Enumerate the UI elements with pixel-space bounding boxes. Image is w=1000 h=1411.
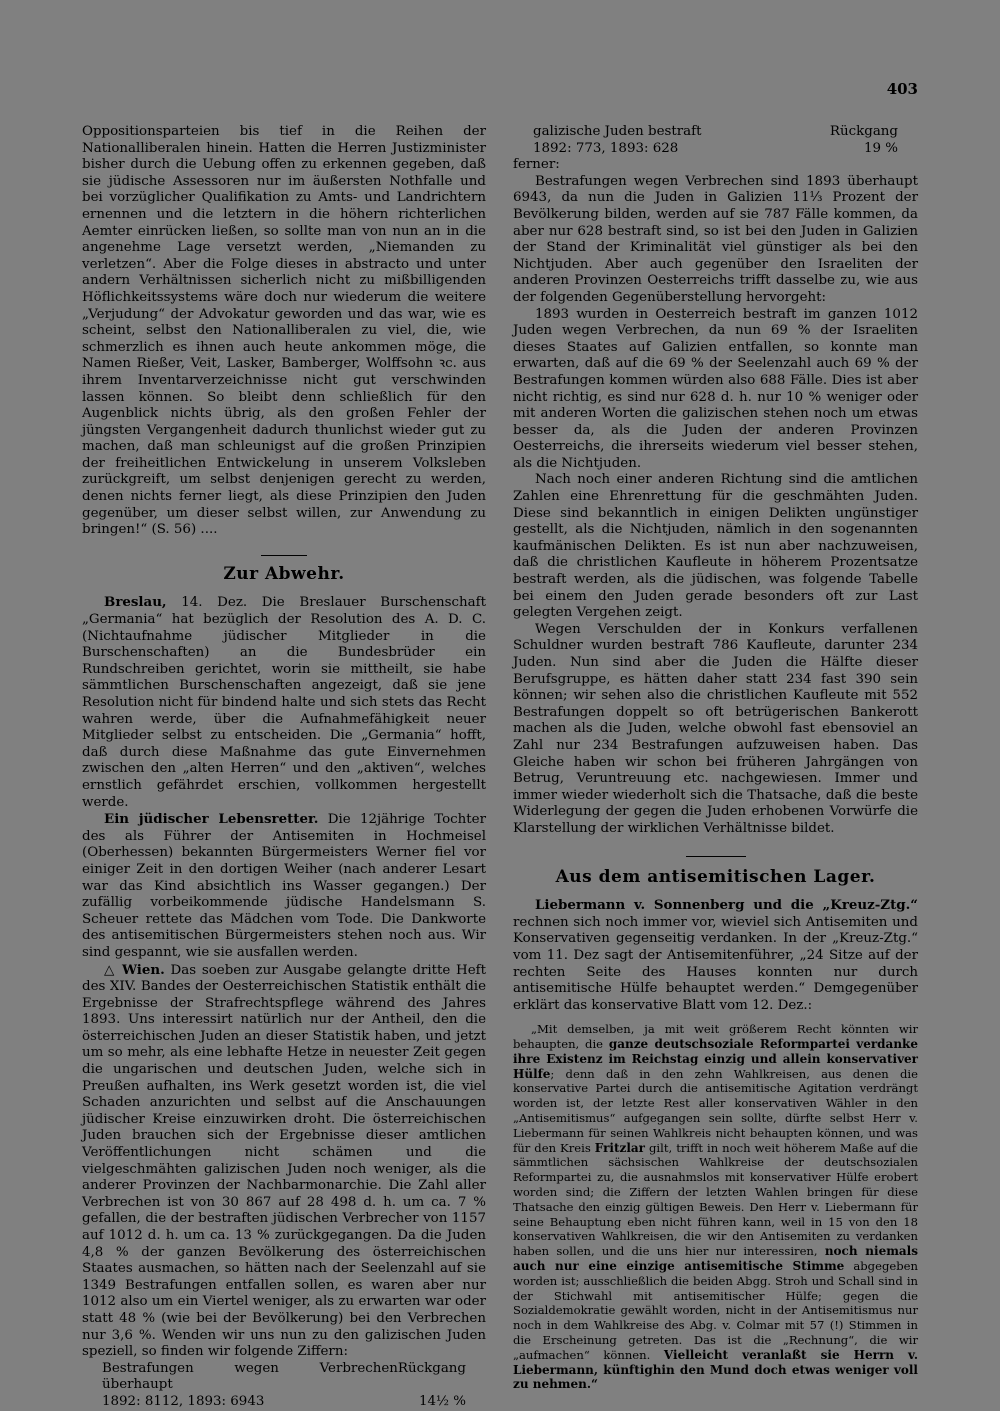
section-divider (261, 555, 307, 556)
article-lead: Ein jüdischer Lebensretter. (104, 811, 319, 828)
quote-emphasis: noch niemals auch nur eine einzige antisemitische Stimme (513, 1244, 918, 1274)
stat-value: 1892: 773, 1893: 628 (533, 140, 679, 156)
intro-paragraph: Oppositionsparteien bis tief in die Reihen der Nationalliberalen hinein. Hatten die Herren Justizminister bisher durch die Uebung offen zu erkennen gegeben, daß sie jüdische Assessoren nur im äußersten Nothfalle und bei vorzüglicher Qualifikation zu Amts- und Landrichtern ernennen und die letztern in die höhern richterlichen Aemter einrücken ließen, so sollte man von nun an in die angenehme Lage versetzt werden, „Niemanden zu verletzen“. Aber die Folge dieses in abstracto und unter andern Verhältnissen sicherlich nicht zu mißbilligenden Höflichkeitssystems wäre doch nur wiederum die weitere „Verjudung“ der Advokatur geworden und das war, wie es scheint, selbst den Nationalliberalen zu viel, die, wie schmerzlich es ihnen auch heute ankommen möge, die Namen Rießer, Veit, Lasker, Bamberger, Wolffsohn ꝛc. aus ihrem Inventarverzeichnisse nicht gut verschwinden lassen können. So bleibt denn schließlich für den Augenblick nichts übrig, als den großen Fehler der jüngsten Vergangenheit dadurch thunlichst wieder gut zu machen, daß man schleunigst auf die großen Prinzipien der freiheitlichen Entwickelung in unserem Volksleben zurückgreift, um selbst denjenigen gerecht zu werden, denen nichts ferner liegt, als diese Prinzipien den Juden gegenüber, um dieser selbst willen, zur Anwendung zu bringen!“ (S. 56) .... (82, 124, 486, 538)
article-liebermann (513, 897, 918, 1014)
stat-table-galizien (513, 124, 918, 157)
quote-emphasis: Vielleicht veranlaßt sie Herrn v. Liebermann, künftighin den Mund doch etwas weniger voll zu nehmen.“ (513, 1347, 919, 1392)
quote-text: gilt, trifft in noch weit höherem Maße auf die sämmtlichen sächsischen Wahlkreise der deutschsozialen Reformpartei zu, die ausnahmslos mit konservativer Hülfe erobert worden sind; die Ziffern der letzten Wahlen bringen für diese Thatsache den einzig gültigen Beweis. Den Herr v. Liebermann für seine Behauptung eben nicht führen kann, weil in 15 von den 18 konservativen Wahlkreisen, die wir den Antisemiten zu verdanken haben sollen, und die uns hier nur interessiren, (513, 1140, 918, 1259)
article-lead: Breslau, (104, 594, 167, 611)
stat-header (513, 124, 918, 141)
quote-paragraph (513, 1022, 918, 1392)
stat-label: Rückgang (829, 124, 898, 139)
left-column (82, 124, 486, 1411)
stat-label: Rückgang (397, 1360, 466, 1376)
section-divider (686, 856, 746, 857)
article-text: rechnen sich noch immer vor, wieviel sich Antisemiten und Konservativen gegenseitig verdanken. In der „Kreuz-Ztg.“ vom 11. Dez sagt der Antisemitenführer, „24 Sitze auf der rechten Seite des Hauses konnten nur durch antisemitische Hülfe behauptet werden.“ Demgegenüber erklärt das konservative Blatt vom 12. Dez.: (513, 914, 918, 1013)
right-column (513, 124, 918, 1392)
quote-emphasis: Fritzlar (594, 1140, 645, 1155)
section-heading-abwehr: Zur Abwehr. (223, 563, 345, 584)
stat-value: 19 % (863, 140, 898, 156)
quote-text: „Mit demselben, ja mit weit größerem Recht könnten wir behaupten, die (513, 1022, 918, 1052)
stat-label: Bestrafungen wegen Verbrechen überhaupt (102, 1360, 398, 1393)
quote-text: abgegeben worden ist; ausschließlich die beiden Abgg. Stroh und Schall sind in der Stichwahl mit antisemitischer Hülfe; gegen die Sozialdemokratie gewählt worden, nicht in der Antisemitismus nur noch in dem Wahlkreise des Abg. v. Colmar mit 57 (!) Stimmen in die Erscheinung getreten. Das ist die „Rechnung“, die wir „aufmachen“ können. (513, 1259, 918, 1362)
paragraph: Bestrafungen wegen Verbrechen sind 1893 überhaupt 6943, da nun die Juden in Galizien 11⅓ Prozent der Bevölkerung bilden, werden auf sie 787 Fälle kommen, da aber nur 628 bestraft sind, so ist bei den Juden in Galizien der Stand der Kriminalität viel günstiger als bei den Nichtjuden. Aber auch gegenüber den Israeliten der anderen Provinzen Oesterreichs trifft dasselbe zu, wie aus der folgenden Gegenüberstellung hervorgeht: (513, 173, 918, 305)
stat-values (82, 1394, 486, 1411)
page-number: 403 (886, 80, 918, 98)
quoted-statement (513, 1022, 918, 1392)
article-lebensretter (82, 811, 486, 961)
paragraph: Wegen Verschulden der in Konkurs verfallenen Schuldner wurden bestraft 786 Kaufleute, darunter 234 Juden. Nun sind aber die Juden die Hälfte dieser Berufsgruppe, es hätten daher statt 234 fast 390 sein können; wir sehen also die christlichen Kaufleute mit 552 Bestrafungen doppelt so oft betrügerischen Bankerott machen als die Juden, welche obwohl fast ebensoviel an Zahl nur 234 Bestrafungen aufzuweisen haben. Das Gleiche haben wir schon bei früheren Jahrgängen von Betrug, Veruntreuung etc. nachgewiesen. Immer und immer wieder wiederholt sich die Thatsache, daß die beste Widerlegung der gegen die Juden erhobenen Vorwürfe die Klarstellung der wirklichen Verhältnisse bildet. (513, 621, 918, 836)
article-text: Das soeben zur Ausgabe gelangte dritte Heft des XIV. Bandes der Oesterreichischen Statistik enthält die Ergebnisse der Strafrechtspflege während des Jahres 1893. Uns interessirt natürlich nur der Antheil, den die österreichischen Juden an dieser Statistik haben, und jetzt um so mehr, als eine lebhafte Hetze in neuester Zeit gegen die ungarischen und deutschen Juden, welche sich in Preußen aufhalten, ins Werk gesetzt worden ist, die viel Schaden anzurichten und selbst auf die Anschauungen jüdischer Kreise einzuwirken droht. Die österreichischen Juden brauchen sich der Ergebnisse dieser amtlichen Veröffentlichungen nicht schämen und die vielgeschmähten galizischen Juden noch weniger, als die anderer Provinzen der Nachbarmonarchie. Die Zahl aller Verbrechen ist von 30 867 auf 28 498 d. h. um ca. 7 % gefallen, die der bestraften jüdischen Verbrecher von 1157 auf 1012 d. h. um ca. 13 % zurückgegangen. Da die Juden 4,8 % der ganzen Bevölkerung des österreichischen Staates ausmachen, so hätten nach der Seelenzahl auf sie 1349 Bestrafungen entfallen sollen, es waren aber nur 1012 also um ein Viertel weniger, als zu erwarten war oder statt 48 % (wie bei der Bevölkerung) bei den Verbrechen nur 3,6 %. Wenden wir uns nun zu den galizischen Juden speziell, so finden wir folgende Ziffern: (82, 962, 486, 1360)
article-text: Die 12jährige Tochter des als Führer der Antisemiten in Hochmeisel (Oberhessen) bekannten Bürgermeisters Werner fiel vor einiger Zeit in den dortigen Weiher (nach anderer Lesart war das Kind absichtlich ins Wasser gegangen.) Der zufällig vorbeikommende jüdische Handelsmann S. Scheuer rettete das Mädchen vom Tode. Die Dankworte des antisemitischen Bürgermeisters stehen noch aus. Wir sind gespannt, wie sie ausfallen werden. (82, 812, 486, 960)
paragraph: 1893 wurden in Oesterreich bestraft im ganzen 1012 Juden wegen Verbrechen, da nun 69 % der Israeliten dieses Staates auf Galizien entfallen, so konnte man erwarten, daß auf die 69 % der Seelenzahl auch 69 % der Bestrafungen kommen würden also 688 Fälle. Dies ist aber nicht richtig, es sind nur 628 d. h. nur 10 % weniger oder mit anderen Worten die galizischen stehen noch um etwas besser da, als die Juden der anderen Provinzen Oesterreichs, die ihrerseits wiederum viel besser stehen, als die Nichtjuden. (513, 306, 918, 471)
section-heading-lager: Aus dem antisemitischen Lager. (555, 866, 876, 887)
stat-table-total (82, 1361, 486, 1411)
paragraph: Nach noch einer anderen Richtung sind die amtlichen Zahlen eine Ehrenrettung für die geschmähten Juden. Diese sind bekanntlich in einigen Delikten ungünstiger gestellt, als die Nichtjuden, nämlich in den sogenannten kaufmänischen Delikten. Es ist nun aber nachzuweisen, daß die christlichen Kaufleute in höherem Prozentsatze bestraft werden, als die jüdischen, was folgende Tabelle bei einem den Juden gerade besonders oft zur Last gelegten Vergehen zeigt. (513, 472, 918, 621)
stat-label: galizische Juden bestraft (533, 124, 702, 139)
article-lead: Liebermann v. Sonnenberg und die „Kreuz-Ztg.“ (535, 897, 918, 914)
stat-value: 14½ % (419, 1393, 466, 1409)
article-text: 14. Dez. Die Breslauer Burschenschaft „Germania“ hat bezüglich der Resolution des A. D. C. (Nichtaufnahme jüdischer Mitglieder in die Burschenschaften) an die Bundesbrüder ein Rundschreiben gerichtet, worin sie mittheilt, sie habe sämmtlichen Burschenschaften angezeigt, daß sie jene Resolution nicht für bindend halte und sich stets das Recht wahren werde, über die Aufnahmefähigkeit neuer Mitglieder selbst zu entscheiden. Die „Germania“ hofft, daß durch diese Maßnahme das gute Einvernehmen zwischen den „alten Herren“ und den „aktiven“, welches ernstlich gefährdet erschien, vollkommen hergestellt werde. (82, 595, 486, 810)
quote-text: ; denn daß in den zehn Wahlkreisen, aus denen die konservative Partei durch die antisemitische Agitation verdrängt worden ist, der letzte Rest aller konservativen Wähler in den „Antisemitismus“ aufgegangen sein sollte, dürfte selbst Herr v. Liebermann für seinen Wahlkreis nicht behaupten können, und was für den Kreis (513, 1066, 918, 1155)
article-wien (82, 962, 486, 1361)
article-lead: △ Wien. (104, 961, 165, 978)
stat-header (82, 1361, 486, 1394)
quote-emphasis: ganze deutschsoziale Reformpartei verdanke ihre Existenz im Reichstag einzig und allein konservativer Hülfe (513, 1037, 918, 1081)
article-breslau (82, 594, 486, 811)
ferner-label: ferner: (513, 157, 560, 173)
stat-value: 1892: 8112, 1893: 6943 (102, 1393, 265, 1409)
stat-values (513, 141, 918, 158)
